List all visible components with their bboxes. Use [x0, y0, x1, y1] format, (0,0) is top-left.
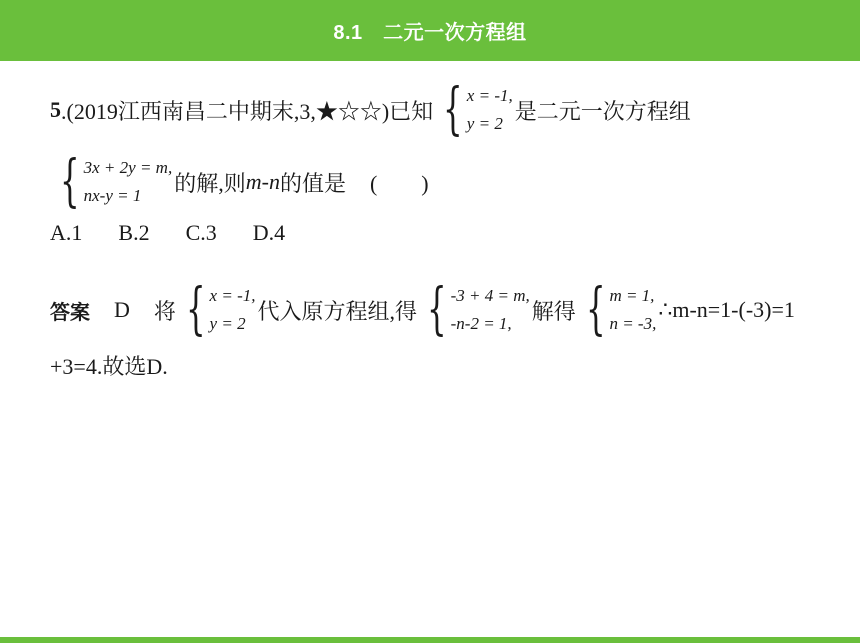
answer-text-3: 解得 — [531, 298, 576, 324]
answer-system-3-eq-2: n = -3, — [609, 314, 657, 333]
expr-n: n — [268, 169, 280, 194]
answer-label: 答案 — [50, 299, 90, 324]
question-text-after-target: 的解,则 — [174, 170, 246, 196]
given-system — [435, 77, 513, 142]
question-source: .(2019江西南昌二中期末,3,★☆☆)已知 — [61, 98, 434, 124]
answer-line-1 — [50, 277, 795, 342]
option-d: D.4 — [252, 220, 286, 245]
target-eq-2: nx-y = 1 — [83, 186, 142, 205]
page-title: 8.1 二元一次方程组 — [333, 22, 527, 44]
option-c: C.3 — [185, 220, 217, 245]
answer-system-3 — [578, 277, 657, 342]
answer-text-2: 代入原方程组,得 — [257, 298, 417, 324]
footer-bar — [0, 637, 860, 643]
answer-system-3-eq-1: m = 1, — [609, 286, 655, 305]
answer-parentheses: ( ) — [369, 170, 429, 196]
target-system — [52, 149, 173, 214]
answer-system-2-eq-2: -n-2 = 1, — [450, 314, 512, 333]
answer-system-1-eq-1: x = -1, — [209, 286, 256, 305]
brace-icon: { — [60, 149, 80, 214]
brace-icon: { — [185, 277, 206, 342]
expr-m: m — [245, 169, 262, 194]
question-text-after-given: 是二元一次方程组 — [514, 98, 691, 124]
question-text-end: 的值是 — [279, 170, 346, 196]
given-eq-2: y = 2 — [466, 114, 503, 133]
brace-icon: { — [585, 277, 606, 342]
answer-text-4: ∴m-n=1-(-3)=1 — [658, 297, 795, 322]
brace-icon: { — [427, 277, 447, 342]
options-row — [50, 218, 321, 248]
answer-system-2 — [419, 277, 530, 342]
target-eq-1: 3x + 2y = m, — [83, 158, 173, 177]
answer-choice: D — [114, 297, 130, 322]
question-line-1 — [50, 77, 691, 142]
question-number: 5 — [50, 97, 61, 122]
answer-system-1-eq-2: y = 2 — [209, 314, 246, 333]
brace-icon: { — [443, 77, 463, 142]
answer-line-2 — [50, 350, 168, 380]
header-bar — [0, 0, 860, 61]
answer-system-2-eq-1: -3 + 4 = m, — [450, 286, 530, 305]
answer-system-1 — [178, 277, 256, 342]
question-line-2 — [50, 149, 429, 214]
given-eq-1: x = -1, — [466, 86, 513, 105]
option-b: B.2 — [118, 220, 150, 245]
expr-dash: - — [261, 169, 269, 194]
answer-text-1: 将 — [153, 298, 176, 324]
answer-line-2-text: +3=4.故选D. — [50, 353, 168, 379]
option-a: A.1 — [50, 220, 83, 245]
